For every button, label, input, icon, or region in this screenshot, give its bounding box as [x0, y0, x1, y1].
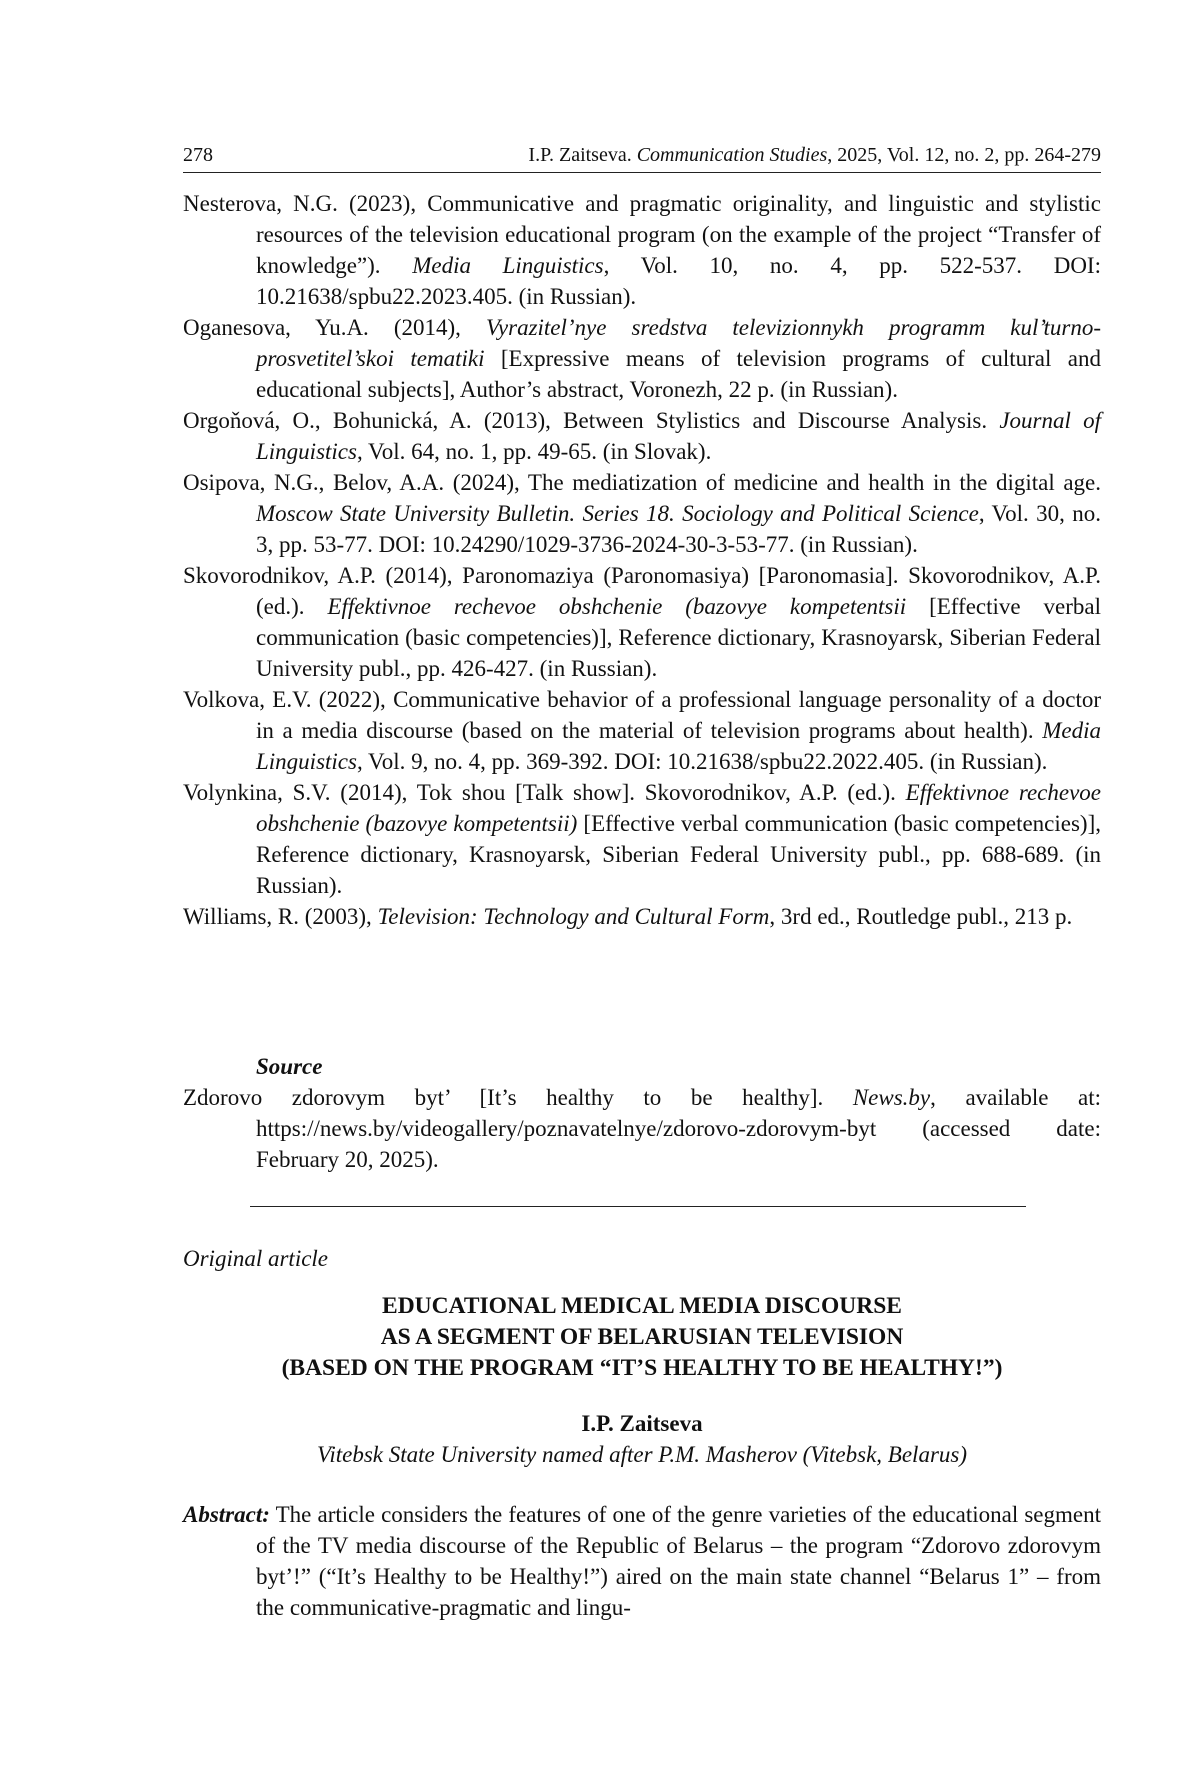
source-heading: Source	[256, 1054, 323, 1079]
article-type: Original article	[183, 1246, 329, 1271]
ref-text: Williams, R. (2003),	[183, 904, 378, 929]
source-details: , available at: https://news.by/videogallery/poznavatelnye/zdorovo-zdorovym-byt (accessed date: February 20, 2025).	[256, 1085, 1102, 1172]
running-citation	[528, 143, 1101, 167]
ref-title: Vyrazitel’nye sredstva televizionnykh programm kul’turno-prosvetitel’skoi tematiki	[256, 315, 1101, 371]
page-number: 278	[183, 144, 213, 166]
ref-text: Volkova, E.V. (2022), Communicative behavior of a professional language personality of a doctor in a media discourse (based on the material of television programs about health).	[183, 687, 1101, 743]
ref-text: Orgoňová, O., Bohunická, A. (2013), Between Stylistics and Discourse Analysis.	[183, 408, 1000, 433]
title-line: AS A SEGMENT OF BELARUSIAN TELEVISION	[380, 1324, 904, 1350]
ref-title: Effektivnoe rechevoe obshchenie (bazovye kompetentsii	[327, 594, 907, 619]
reference-item	[183, 560, 1101, 684]
ref-details: , Vol. 9, no. 4, pp. 369-392. DOI: 10.21638/spbu22.2022.405. (in Russian).	[356, 749, 1048, 774]
reference-list	[183, 188, 1101, 932]
ref-details: [Expressive means of television programs of cultural and educational subjects], Author’s abstract, Voronezh, 22 p. (in Russian).	[256, 346, 1101, 402]
title-line: EDUCATIONAL MEDICAL MEDIA DISCOURSE	[382, 1293, 902, 1319]
source-item	[183, 1082, 1101, 1175]
ref-details: , Vol. 64, no. 1, pp. 49-65. (in Slovak).	[356, 439, 712, 464]
author-affiliation: Vitebsk State University named after P.M. Masherov (Vitebsk, Belarus)	[316, 1442, 968, 1467]
source-text: Zdorovo zdorovym byt’ [It’s healthy to be healthy].	[183, 1085, 853, 1110]
ref-details: , Vol. 10, no. 4, pp. 522-537. DOI: 10.21638/spbu22.2023.405. (in Russian).	[256, 253, 1101, 309]
source-title: News.by	[852, 1085, 931, 1110]
ref-title: Moscow State University Bulletin. Series 18. Sociology and Political Science	[256, 501, 979, 526]
reference-item	[183, 684, 1101, 777]
ref-text: Nesterova, N.G. (2023), Communicative and pragmatic originality, and linguistic and stylistic resources of the television educational program (on the example of the project “Transfer of knowledge”).	[183, 191, 1101, 278]
ref-text: Volynkina, S.V. (2014), Tok shou [Talk show]. Skovorodnikov, A.P. (ed.).	[183, 780, 906, 805]
ref-details: , 3rd ed., Routledge publ., 213 p.	[769, 904, 1073, 929]
ref-title: Television: Technology and Cultural Form	[377, 904, 770, 929]
ref-title: Media Linguistics	[256, 718, 1101, 774]
ref-title: Media Linguistics	[412, 253, 604, 278]
reference-item	[183, 188, 1101, 312]
citation-details: , 2025, Vol. 12, no. 2, pp. 264-279	[827, 144, 1101, 166]
author-name: I.P. Zaitseva	[581, 1411, 703, 1436]
reference-item	[183, 405, 1101, 467]
reference-item	[183, 901, 1101, 932]
title-line: (BASED ON THE PROGRAM “IT’S HEALTHY TO BE HEALTHY!”)	[281, 1355, 1003, 1381]
ref-title: Journal of Linguistics	[256, 408, 1101, 464]
reference-item	[183, 312, 1101, 405]
abstract	[183, 1499, 1101, 1623]
ref-text: Oganesova, Yu.A. (2014),	[183, 315, 486, 340]
ref-text: Osipova, N.G., Belov, A.A. (2024), The mediatization of medicine and health in the digital age.	[183, 470, 1101, 495]
reference-item	[183, 777, 1101, 901]
ref-details: , Vol. 30, no. 3, pp. 53-77. DOI: 10.24290/1029-3736-2024-30-3-53-77. (in Russian).	[256, 501, 1101, 557]
journal-name: Communication Studies	[636, 144, 828, 166]
citation-author: I.P. Zaitseva.	[528, 144, 637, 166]
abstract-label: Abstract:	[183, 1502, 270, 1527]
ref-text: Skovorodnikov, A.P. (2014), Paronomaziya (Paronomasiya) [Paronomasia]. Skovorodnikov, A.P. (ed.).	[183, 563, 1101, 619]
reference-item	[183, 467, 1101, 560]
abstract-text: The article considers the features of one of the genre varieties of the educational segment of the TV media discourse of the Republic of Belarus – the program “Zdorovo zdorovym byt’!” (“It’s Healthy to be Healthy!”) aired on the main state channel “Belarus 1” – from the communicative-pragmatic and lingu-	[256, 1502, 1101, 1620]
ref-details: [Effective verbal communication (basic competencies)], Reference dictionary, Krasnoyarsk, Siberian Federal University publ., pp. 688-689. (in Russian).	[256, 811, 1102, 898]
running-header	[183, 143, 1101, 173]
ref-details: [Effective verbal communication (basic competencies)], Reference dictionary, Krasnoyarsk, Siberian Federal University publ., pp. 426-427. (in Russian).	[256, 594, 1101, 681]
ref-title: Effektivnoe rechevoe obshchenie (bazovye kompetentsii)	[256, 780, 1101, 836]
article-title	[183, 1291, 1101, 1384]
source-list	[183, 1082, 1101, 1175]
section-divider	[250, 1206, 1026, 1207]
